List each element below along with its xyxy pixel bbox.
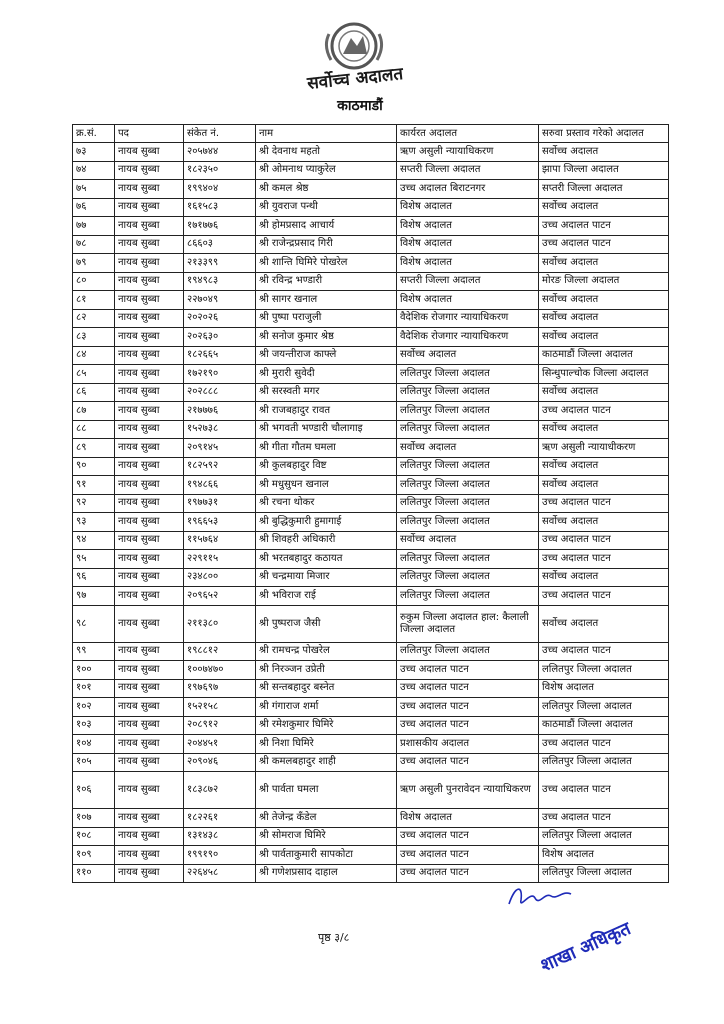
table-cell: १८३८७२: [184, 772, 256, 809]
table-cell: श्री कुलबहादुर विष्ट: [256, 457, 397, 476]
table-row: [73, 402, 669, 421]
table-cell: ९१: [73, 476, 115, 495]
table-cell: २०२८८८: [184, 383, 256, 402]
table-cell: उच्च अदालत पाटन: [539, 550, 669, 569]
table-row: [73, 143, 669, 162]
table-cell: विशेष अदालत: [539, 679, 669, 698]
table-cell: श्री तेजेन्द्र कँडेल: [256, 809, 397, 828]
table-cell: श्री कमलबहादुर शाही: [256, 753, 397, 772]
table-cell: सर्वोच्च अदालत: [539, 309, 669, 328]
table-cell: श्री रविन्द्र भण्डारी: [256, 272, 397, 291]
table-cell: ललितपुर जिल्ला अदालत: [539, 753, 669, 772]
page-number: पृष्ठ ३/८: [318, 931, 350, 944]
table-cell: ९०: [73, 457, 115, 476]
table-cell: ९८: [73, 605, 115, 642]
column-header: क्र.सं.: [73, 125, 115, 143]
column-header: सरुवा प्रस्ताव गरेको अदालत: [539, 125, 669, 143]
table-cell: ९५: [73, 550, 115, 569]
table-cell: नायब सुब्बा: [115, 272, 184, 291]
table-cell: सर्वोच्च अदालत: [397, 346, 539, 365]
table-row: [73, 476, 669, 495]
table-cell: नायब सुब्बा: [115, 254, 184, 273]
table-cell: २०२०२६: [184, 309, 256, 328]
table-cell: नायब सुब्बा: [115, 513, 184, 532]
table-row: [73, 328, 669, 347]
table-cell: १९९४०४: [184, 180, 256, 199]
table-cell: झापा जिल्ला अदालत: [539, 161, 669, 180]
table-cell: प्रशासकीय अदालत: [397, 735, 539, 754]
table-cell: नायब सुब्बा: [115, 346, 184, 365]
court-city: काठमाडौं: [337, 98, 383, 114]
table-cell: नायब सुब्बा: [115, 698, 184, 717]
table-cell: श्री ओमनाथ प्याकुरेल: [256, 161, 397, 180]
column-header: कार्यरत अदालत: [397, 125, 539, 143]
table-cell: १६१५८३: [184, 198, 256, 217]
table-cell: श्री देवनाथ महतो: [256, 143, 397, 162]
table-cell: श्री सोमराज घिमिरे: [256, 827, 397, 846]
table-row: [73, 161, 669, 180]
table-cell: २०९६५२: [184, 587, 256, 606]
table-row: [73, 642, 669, 661]
table-cell: १८२६६५: [184, 346, 256, 365]
table-cell: २०८९१२: [184, 716, 256, 735]
table-cell: उच्च अदालत पाटन: [539, 217, 669, 236]
table-cell: उच्च अदालत पाटन: [397, 679, 539, 698]
table-row: [73, 198, 669, 217]
table-cell: उच्च अदालत पाटन: [397, 753, 539, 772]
table-cell: १९८८१२: [184, 642, 256, 661]
table-cell: ८८: [73, 420, 115, 439]
table-cell: ललितपुर जिल्ला अदालत: [539, 661, 669, 680]
table-cell: १८२५९२: [184, 457, 256, 476]
table-cell: नायब सुब्बा: [115, 328, 184, 347]
table-cell: ऋण असुली न्यायाधिकरण: [397, 143, 539, 162]
table-row: [73, 661, 669, 680]
table-cell: ८५: [73, 365, 115, 384]
table-row: [73, 494, 669, 513]
table-cell: ललितपुर जिल्ला अदालत: [397, 550, 539, 569]
table-cell: नायब सुब्बा: [115, 864, 184, 883]
table-cell: ९७: [73, 587, 115, 606]
table-cell: श्री पुष्पा पराजुली: [256, 309, 397, 328]
signature-icon: [505, 880, 575, 916]
table-cell: श्री राजबहादुर रावत: [256, 402, 397, 421]
table-cell: श्री भविराज राई: [256, 587, 397, 606]
table-row: [73, 716, 669, 735]
table-cell: सर्वोच्च अदालत: [539, 420, 669, 439]
table-cell: ऋण असुली पुनरावेदन न्यायाधिकरण: [397, 772, 539, 809]
table-cell: १९७७३१: [184, 494, 256, 513]
table-cell: नायब सुब्बा: [115, 735, 184, 754]
table-cell: ललितपुर जिल्ला अदालत: [397, 383, 539, 402]
table-cell: उच्च अदालत पाटन: [397, 846, 539, 865]
table-cell: नायब सुब्बा: [115, 568, 184, 587]
table-cell: १८२२६१: [184, 809, 256, 828]
table-cell: उच्च अदालत पाटन: [539, 772, 669, 809]
table-row: [73, 235, 669, 254]
table-cell: नायब सुब्बा: [115, 217, 184, 236]
table-cell: १०५: [73, 753, 115, 772]
table-cell: ललितपुर जिल्ला अदालत: [397, 457, 539, 476]
table-row: [73, 420, 669, 439]
table-cell: ललितपुर जिल्ला अदालत: [539, 827, 669, 846]
table-cell: श्री कमल श्रेष्ठ: [256, 180, 397, 199]
table-row: [73, 531, 669, 550]
table-cell: ललितपुर जिल्ला अदालत: [397, 513, 539, 532]
table-cell: नायब सुब्बा: [115, 161, 184, 180]
table-cell: सर्वोच्च अदालत: [539, 476, 669, 495]
table-row: [73, 457, 669, 476]
table-cell: श्री गंगाराज शर्मा: [256, 698, 397, 717]
table-cell: ललितपुर जिल्ला अदालत: [397, 494, 539, 513]
table-cell: सप्तरी जिल्ला अदालत: [397, 161, 539, 180]
table-row: [73, 753, 669, 772]
table-cell: नायब सुब्बा: [115, 309, 184, 328]
table-cell: ७७: [73, 217, 115, 236]
table-cell: काठमाडौं जिल्ला अदालत: [539, 346, 669, 365]
table-cell: सर्वोच्च अदालत: [539, 328, 669, 347]
table-cell: ८७: [73, 402, 115, 421]
table-cell: नायब सुब्बा: [115, 550, 184, 569]
table-cell: मोरङ जिल्ला अदालत: [539, 272, 669, 291]
table-cell: श्री चन्द्रमाया मिजार: [256, 568, 397, 587]
table-cell: काठमाडौं जिल्ला अदालत: [539, 716, 669, 735]
table-cell: ललितपुर जिल्ला अदालत: [397, 420, 539, 439]
table-cell: श्री निरञ्जन उप्रेती: [256, 661, 397, 680]
table-row: [73, 513, 669, 532]
table-cell: सर्वोच्च अदालत: [397, 439, 539, 458]
table-cell: २३४८००: [184, 568, 256, 587]
table-cell: ८६६०३: [184, 235, 256, 254]
table-cell: श्री होमप्रसाद आचार्य: [256, 217, 397, 236]
table-cell: ७९: [73, 254, 115, 273]
table-cell: २०५७४४: [184, 143, 256, 162]
table-cell: ८९: [73, 439, 115, 458]
table-cell: विशेष अदालत: [397, 291, 539, 310]
table-cell: श्री रमेशकुमार घिमिरे: [256, 716, 397, 735]
table-cell: १९९१९०: [184, 846, 256, 865]
table-row: [73, 217, 669, 236]
table-cell: ललितपुर जिल्ला अदालत: [397, 365, 539, 384]
table-cell: १७१७७६: [184, 217, 256, 236]
table-row: [73, 864, 669, 883]
table-row: [73, 568, 669, 587]
table-row: [73, 346, 669, 365]
court-name: सर्वोच्च अदालत: [306, 64, 404, 94]
table-cell: श्री निशा घिमिरे: [256, 735, 397, 754]
table-cell: सर्वोच्च अदालत: [539, 457, 669, 476]
table-cell: श्री बुद्धिकुमारी हुमागाई: [256, 513, 397, 532]
table-row: [73, 254, 669, 273]
table-cell: श्री सरस्वती मगर: [256, 383, 397, 402]
table-cell: उच्च अदालत पाटन: [397, 661, 539, 680]
table-cell: १०२: [73, 698, 115, 717]
table-cell: श्री शान्ति घिमिरे पोखरेल: [256, 254, 397, 273]
table-cell: श्री जयन्तीराज काफ्ले: [256, 346, 397, 365]
table-cell: सर्वोच्च अदालत: [539, 383, 669, 402]
table-cell: नायब सुब्बा: [115, 661, 184, 680]
table-row: [73, 846, 669, 865]
table-cell: सर्वोच्च अदालत: [539, 198, 669, 217]
table-cell: नायब सुब्बा: [115, 457, 184, 476]
table-cell: ऋण असुली न्यायाधीकरण: [539, 439, 669, 458]
table-cell: उच्च अदालत पाटन: [539, 494, 669, 513]
table-cell: उच्च अदालत पाटन: [397, 698, 539, 717]
table-cell: वैदेशिक रोजगार न्यायाधिकरण: [397, 309, 539, 328]
table-cell: श्री गीता गौतम घमला: [256, 439, 397, 458]
table-cell: श्री मधुसुधन खनाल: [256, 476, 397, 495]
table-cell: ८२: [73, 309, 115, 328]
table-cell: विशेष अदालत: [397, 198, 539, 217]
table-cell: नायब सुब्बा: [115, 587, 184, 606]
table-cell: ९२: [73, 494, 115, 513]
table-cell: श्री गणेशप्रसाद दाहाल: [256, 864, 397, 883]
column-header: नाम: [256, 125, 397, 143]
table-cell: विशेष अदालत: [397, 235, 539, 254]
table-body: [73, 143, 669, 883]
table-cell: श्री सनोज कुमार श्रेष्ठ: [256, 328, 397, 347]
table-cell: नायब सुब्बा: [115, 291, 184, 310]
table-cell: नायब सुब्बा: [115, 846, 184, 865]
table-cell: उच्च अदालत बिराटनगर: [397, 180, 539, 199]
table-cell: नायब सुब्बा: [115, 716, 184, 735]
table-cell: १७२१९०: [184, 365, 256, 384]
table-cell: नायब सुब्बा: [115, 679, 184, 698]
table-cell: सप्तरी जिल्ला अदालत: [397, 272, 539, 291]
table-cell: उच्च अदालत पाटन: [397, 716, 539, 735]
table-row: [73, 827, 669, 846]
table-row: [73, 309, 669, 328]
table-cell: १०१: [73, 679, 115, 698]
table-cell: विशेष अदालत: [397, 809, 539, 828]
table-cell: ८३: [73, 328, 115, 347]
table-header-row: [73, 125, 669, 143]
table-cell: ७६: [73, 198, 115, 217]
table-cell: २०९०४६: [184, 753, 256, 772]
table-cell: नायब सुब्बा: [115, 420, 184, 439]
table-cell: १००७४७०: [184, 661, 256, 680]
table-cell: उच्च अदालत पाटन: [539, 587, 669, 606]
table-cell: १९४९८३: [184, 272, 256, 291]
table-cell: नायब सुब्बा: [115, 365, 184, 384]
table-cell: श्री पार्वता घमला: [256, 772, 397, 809]
table-cell: नायब सुब्बा: [115, 531, 184, 550]
table-cell: ११५७६४: [184, 531, 256, 550]
table-cell: नायब सुब्बा: [115, 494, 184, 513]
table-cell: नायब सुब्बा: [115, 642, 184, 661]
table-cell: नायब सुब्बा: [115, 402, 184, 421]
column-header: संकेत नं.: [184, 125, 256, 143]
table-cell: १०९: [73, 846, 115, 865]
table-cell: १८२३५०: [184, 161, 256, 180]
table-cell: विशेष अदालत: [397, 254, 539, 273]
table-cell: ७४: [73, 161, 115, 180]
table-cell: श्री पार्वताकुमारी सापकोटा: [256, 846, 397, 865]
table-cell: १०८: [73, 827, 115, 846]
table-row: [73, 772, 669, 809]
table-row: [73, 272, 669, 291]
table-row: [73, 550, 669, 569]
table-cell: सर्वोच्च अदालत: [539, 568, 669, 587]
table-cell: १३१४३८: [184, 827, 256, 846]
table-cell: विशेष अदालत: [539, 846, 669, 865]
table-row: [73, 605, 669, 642]
table-cell: ११०: [73, 864, 115, 883]
table-cell: २०४४५१: [184, 735, 256, 754]
table-cell: ९९: [73, 642, 115, 661]
table-cell: ललितपुर जिल्ला अदालत: [539, 698, 669, 717]
transfer-table: [72, 124, 669, 883]
table-cell: श्री रचना थोकर: [256, 494, 397, 513]
table-cell: उच्च अदालत पाटन: [539, 735, 669, 754]
table-cell: ७५: [73, 180, 115, 199]
table-cell: १०३: [73, 716, 115, 735]
table-cell: श्री सागर खनाल: [256, 291, 397, 310]
table-row: [73, 809, 669, 828]
table-cell: श्री राजेन्द्रप्रसाद गिरी: [256, 235, 397, 254]
table-cell: ८६: [73, 383, 115, 402]
table-cell: २१३३९९: [184, 254, 256, 273]
table-cell: श्री युवराज पन्थी: [256, 198, 397, 217]
table-row: [73, 383, 669, 402]
table-cell: नायब सुब्बा: [115, 772, 184, 809]
table-cell: ९३: [73, 513, 115, 532]
table-cell: श्री पुष्पराज जैसी: [256, 605, 397, 642]
table-cell: सर्वोच्च अदालत: [539, 513, 669, 532]
table-cell: ललितपुर जिल्ला अदालत: [397, 402, 539, 421]
table-cell: ९६: [73, 568, 115, 587]
table-cell: विशेष अदालत: [397, 217, 539, 236]
table-row: [73, 439, 669, 458]
table-row: [73, 587, 669, 606]
table-cell: १०६: [73, 772, 115, 809]
table-cell: नायब सुब्बा: [115, 439, 184, 458]
table-cell: १९७६९७: [184, 679, 256, 698]
table-cell: १५२७३८: [184, 420, 256, 439]
table-cell: सप्तरी जिल्ला अदालत: [539, 180, 669, 199]
table-row: [73, 291, 669, 310]
table-cell: श्री मुरारी सुवेदी: [256, 365, 397, 384]
table-cell: २०९१४५: [184, 439, 256, 458]
table-cell: १०७: [73, 809, 115, 828]
table-cell: उच्च अदालत पाटन: [539, 531, 669, 550]
table-cell: श्री भरतबहादुर कठायत: [256, 550, 397, 569]
table-cell: नायब सुब्बा: [115, 235, 184, 254]
table-cell: २२९११५: [184, 550, 256, 569]
table-cell: नायब सुब्बा: [115, 605, 184, 642]
table-cell: ७८: [73, 235, 115, 254]
table-cell: सर्वोच्च अदालत: [539, 254, 669, 273]
table-cell: ८०: [73, 272, 115, 291]
table-cell: उच्च अदालत पाटन: [397, 864, 539, 883]
table-cell: सर्वोच्च अदालत: [539, 605, 669, 642]
table-cell: नायब सुब्बा: [115, 198, 184, 217]
table-cell: नायब सुब्बा: [115, 180, 184, 199]
table-cell: श्री सन्तबहादुर बस्नेत: [256, 679, 397, 698]
table-cell: १००: [73, 661, 115, 680]
table-cell: उच्च अदालत पाटन: [539, 235, 669, 254]
table-cell: २२७०४९: [184, 291, 256, 310]
table-cell: नायब सुब्बा: [115, 383, 184, 402]
table-cell: सर्वोच्च अदालत: [397, 531, 539, 550]
table-cell: ललितपुर जिल्ला अदालत: [397, 587, 539, 606]
table-cell: ललितपुर जिल्ला अदालत: [539, 864, 669, 883]
table-row: [73, 180, 669, 199]
table-cell: नायब सुब्बा: [115, 827, 184, 846]
table-cell: सर्वोच्च अदालत: [539, 291, 669, 310]
table-cell: उच्च अदालत पाटन: [539, 402, 669, 421]
table-cell: १०४: [73, 735, 115, 754]
table-cell: १९४८६६: [184, 476, 256, 495]
table-cell: २१७७७६: [184, 402, 256, 421]
table-cell: श्री भगवती भण्डारी चौलागाइ: [256, 420, 397, 439]
table-cell: २०२६३०: [184, 328, 256, 347]
table-cell: नायब सुब्बा: [115, 809, 184, 828]
table-cell: १९६६५३: [184, 513, 256, 532]
table-row: [73, 698, 669, 717]
table-cell: वैदेशिक रोजगार न्यायाधिकरण: [397, 328, 539, 347]
table-cell: ललितपुर जिल्ला अदालत: [397, 568, 539, 587]
column-header: पद: [115, 125, 184, 143]
table-cell: २११३८०: [184, 605, 256, 642]
table-cell: ७३: [73, 143, 115, 162]
table-cell: २२६४५८: [184, 864, 256, 883]
table-cell: ९४: [73, 531, 115, 550]
table-cell: ललितपुर जिल्ला अदालत: [397, 476, 539, 495]
table-cell: रुकुम जिल्ला अदालत हाल: कैलाली जिल्ला अदालत: [397, 605, 539, 642]
table-row: [73, 679, 669, 698]
table-cell: उच्च अदालत पाटन: [539, 642, 669, 661]
table-cell: नायब सुब्बा: [115, 143, 184, 162]
table-cell: १५२१५८: [184, 698, 256, 717]
table-cell: उच्च अदालत पाटन: [397, 827, 539, 846]
table-cell: ललितपुर जिल्ला अदालत: [397, 642, 539, 661]
table-cell: श्री शिवहरी अधिकारी: [256, 531, 397, 550]
document-header: [0, 8, 724, 128]
official-stamp: शाखा अधिकृत: [537, 918, 634, 977]
table-cell: नायब सुब्बा: [115, 476, 184, 495]
table-row: [73, 365, 669, 384]
table-cell: ८४: [73, 346, 115, 365]
table-row: [73, 735, 669, 754]
table-cell: श्री रामचन्द्र पोखरेल: [256, 642, 397, 661]
table-cell: सर्वोच्च अदालत: [539, 143, 669, 162]
table-cell: नायब सुब्बा: [115, 753, 184, 772]
table-cell: ८१: [73, 291, 115, 310]
table-cell: उच्च अदालत पाटन: [539, 809, 669, 828]
table-cell: सिन्धुपाल्चोक जिल्ला अदालत: [539, 365, 669, 384]
